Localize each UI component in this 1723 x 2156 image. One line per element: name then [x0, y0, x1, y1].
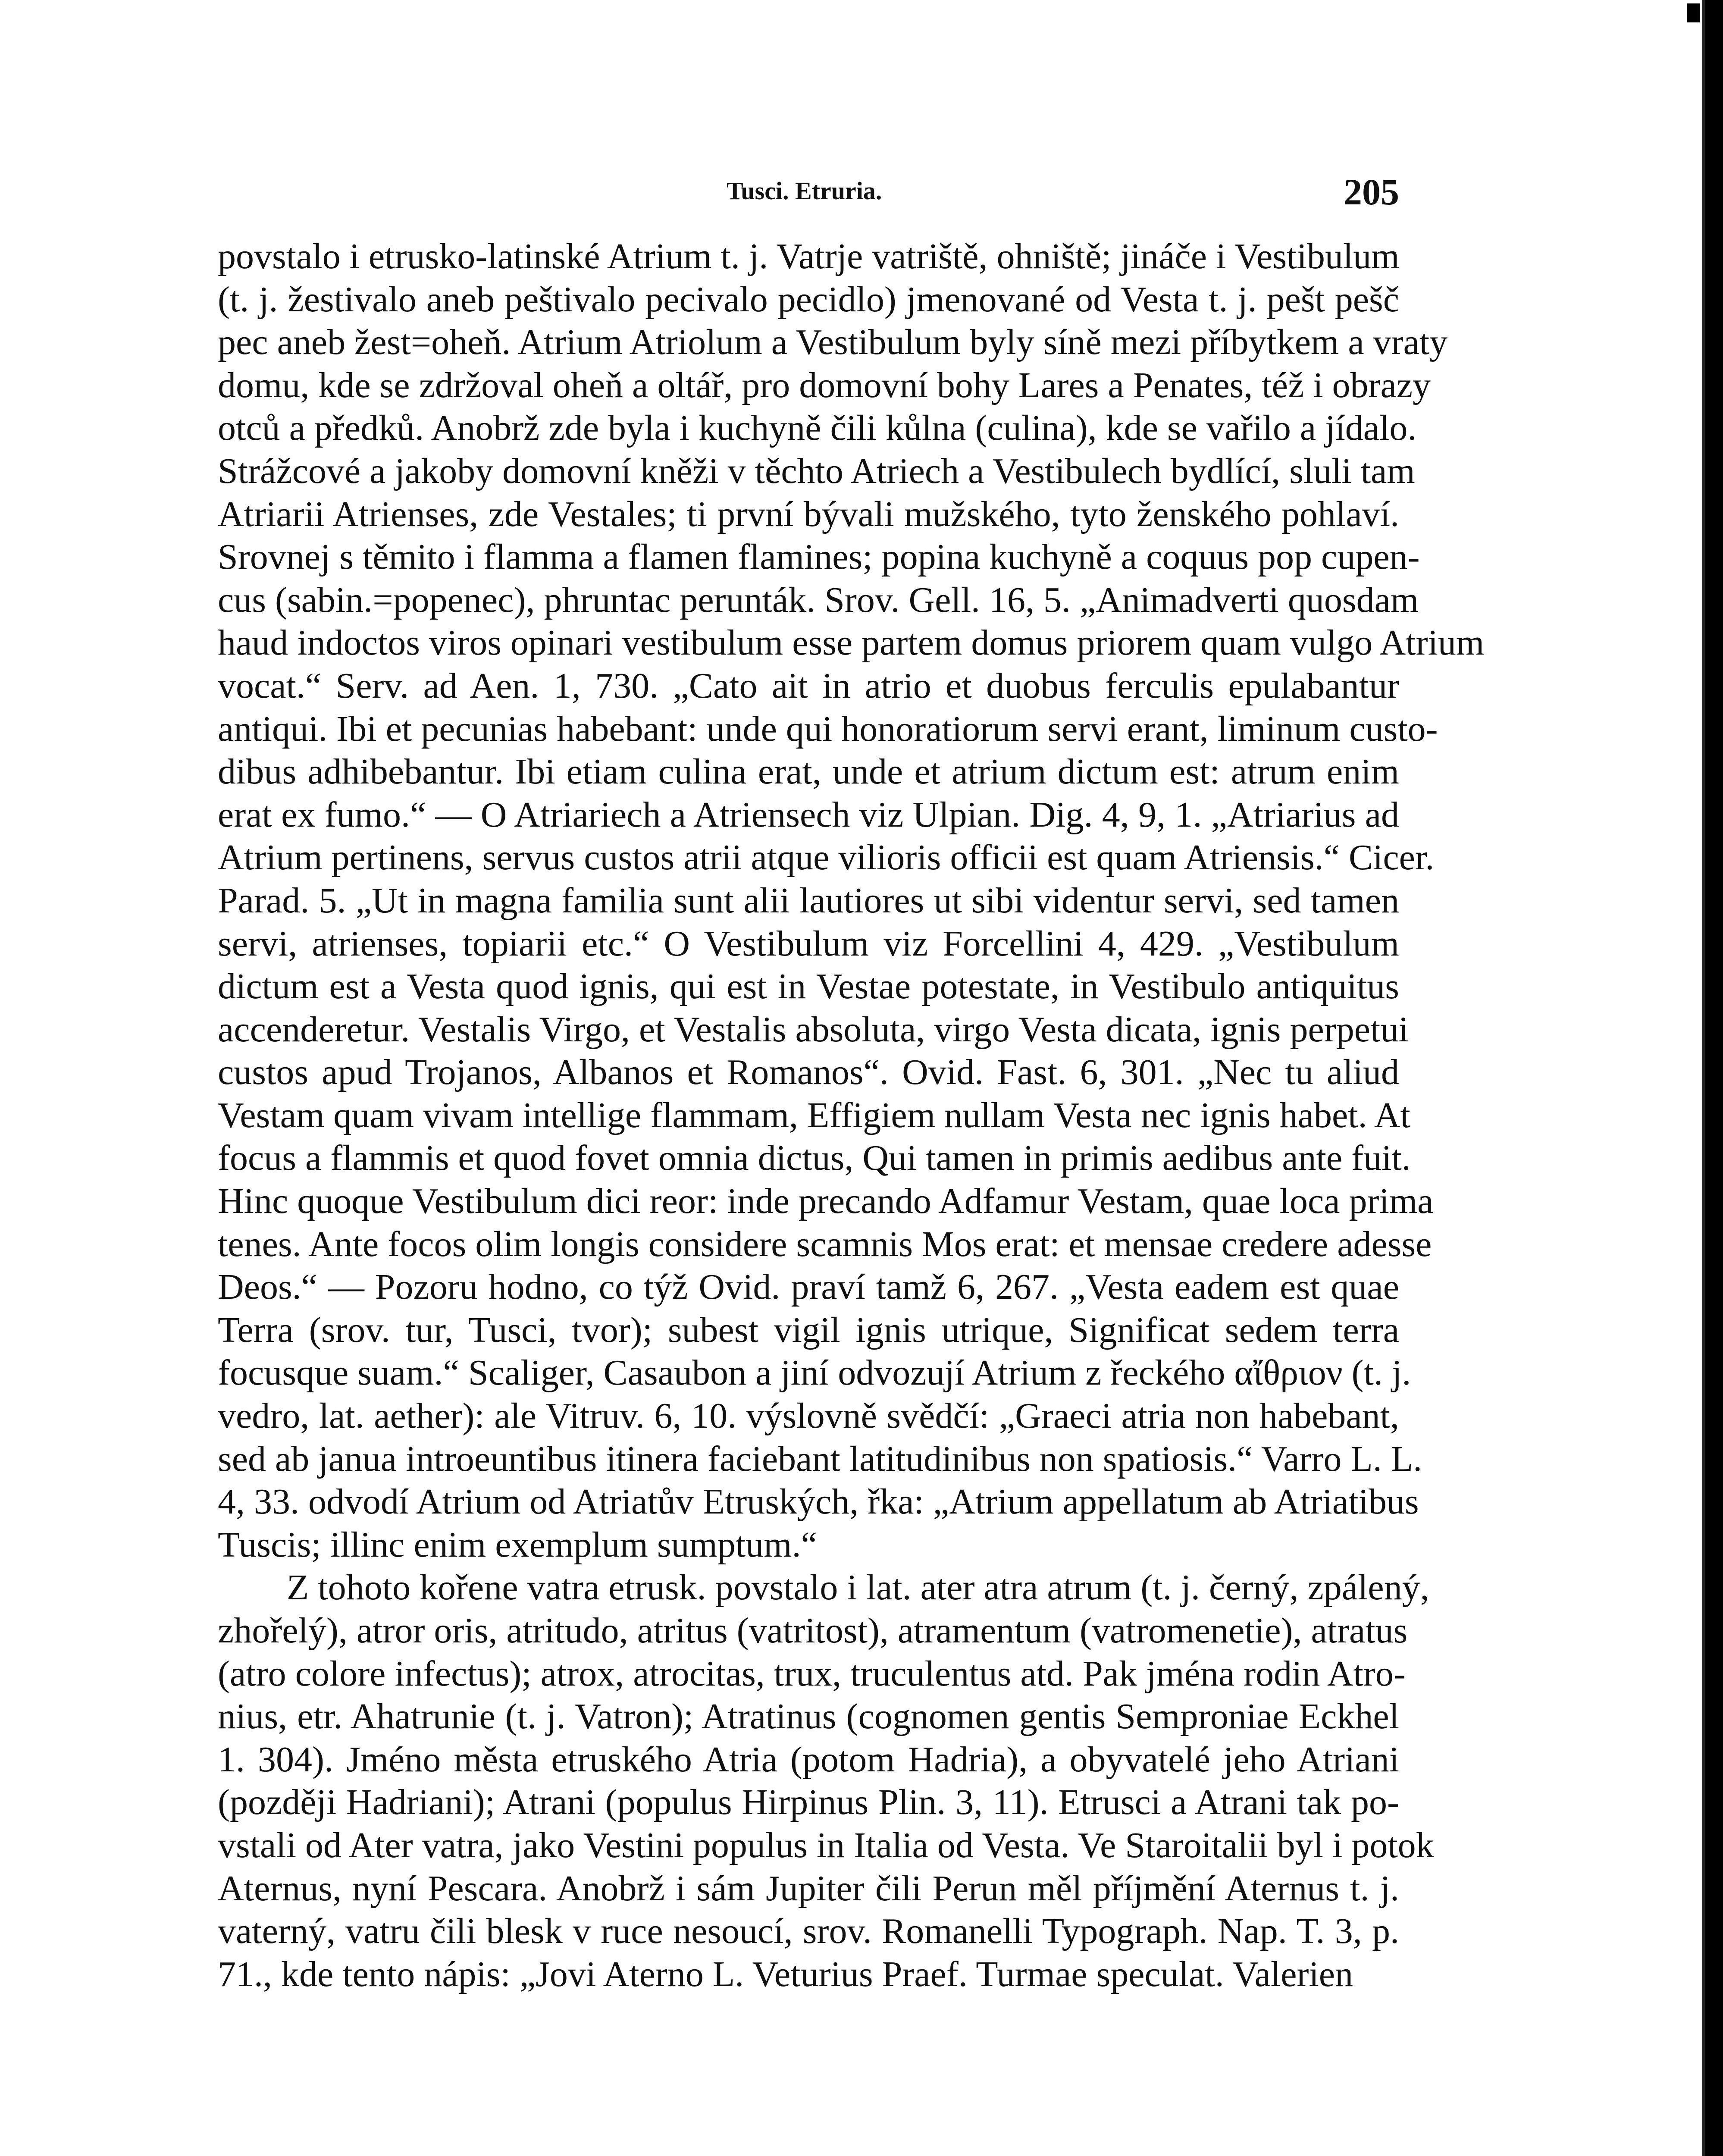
paragraph	[218, 235, 1485, 1566]
text-line: (později Hadriani); Atrani (populus Hirpinus Plin. 3, 11). Etrusci a Atrani tak po-	[218, 1782, 1399, 1823]
text-line: dictum est a Vesta quod ignis, qui est in Vestae potestate, in Vestibulo antiquitus	[218, 966, 1399, 1007]
text-line: povstalo i etrusko-latinské Atrium t. j. Vatrje vatriště, ohniště; jináče i Vestibulum	[218, 236, 1400, 276]
page-number: 205	[1344, 171, 1399, 213]
text-line: nius, etr. Ahatrunie (t. j. Vatron); Atratinus (cognomen gentis Semproniae Eckhel	[218, 1696, 1399, 1737]
text-line: tenes. Ante focos olim longis considere scamnis Mos erat: et mensae credere adesse	[218, 1224, 1432, 1264]
text-line: servi, atrienses, topiarii etc.“ O Vestibulum viz Forcellini 4, 429. „Vestibulum	[218, 923, 1399, 964]
text-line: 71., kde tento nápis: „Jovi Aterno L. Veturius Praef. Turmae speculat. Valerien	[218, 1954, 1353, 1994]
text-line: Strážcové a jakoby domovní kněži v těchto Atriech a Vestibulech bydlící, sluli tam	[218, 451, 1415, 491]
text-line: 1. 304). Jméno města etruského Atria (potom Hadria), a obyvatelé jeho Atriani	[218, 1739, 1399, 1780]
text-line: zhořelý), atror oris, atritudo, atritus (vatritost), atramentum (vatromenetie), atratus	[218, 1611, 1408, 1651]
text-line: cus (sabin.=popenec), phruntac perunták. Srov. Gell. 16, 5. „Animadverti quosdam	[218, 580, 1419, 620]
text-line: domu, kde se zdržoval oheň a oltář, pro domovní bohy Lares a Penates, též i obrazy	[218, 365, 1431, 405]
text-line: vstali od Ater vatra, jako Vestini populus in Italia od Vesta. Ve Staroitalii byl i potok	[218, 1825, 1434, 1865]
text-line: Atriarii Atrienses, zde Vestales; ti první bývali mužského, tyto ženského pohlaví.	[218, 494, 1399, 534]
text-line: Tuscis; illinc enim exemplum sumptum.“	[218, 1524, 817, 1565]
text-line: Terra (srov. tur, Tusci, tvor); subest vigil ignis utrique, Significat sedem terra	[218, 1310, 1399, 1350]
text-line: focus a flammis et quod fovet omnia dictus, Qui tamen in primis aedibus ante fuit.	[218, 1138, 1411, 1178]
text-line: dibus adhibebantur. Ibi etiam culina erat, unde et atrium dictum est: atrum enim	[218, 752, 1399, 792]
scan-corner-mark	[1687, 3, 1700, 22]
running-title: Tusci. Etruria.	[727, 177, 882, 205]
text-line: Srovnej s těmito i flamma a flamen flamines; popina kuchyně a coquus pop cupen-	[218, 537, 1420, 577]
text-line: otců a předků. Anobrž zde byla i kuchyně čili kůlna (culina), kde se vařilo a jídalo.	[218, 408, 1417, 448]
text-line: focusque suam.“ Scaliger, Casaubon a jiní odvozují Atrium z řeckého αἴθριον (t. j.	[218, 1353, 1411, 1393]
paragraph	[218, 1566, 1434, 1996]
page-body-text	[218, 235, 1485, 1996]
text-line: (t. j. žestivalo aneb peštivalo pecivalo pecidlo) jmenované od Vesta t. j. pešt pešč	[218, 279, 1399, 320]
text-line: Atrium pertinens, servus custos atrii atque vilioris officii est quam Atriensis.“ Cicer.	[218, 837, 1435, 878]
text-line: sed ab janua introeuntibus itinera faciebant latitudinibus non spatiosis.“ Varro L. L.	[218, 1438, 1422, 1479]
text-line: Deos.“ — Pozoru hodno, co týž Ovid. praví tamž 6, 267. „Vesta eadem est quae	[218, 1267, 1399, 1307]
text-line: accenderetur. Vestalis Virgo, et Vestalis absoluta, virgo Vesta dicata, ignis perpetui	[218, 1009, 1409, 1050]
text-line: pec aneb žest=oheň. Atrium Atriolum a Vestibulum byly síně mezi příbytkem a vraty	[218, 322, 1448, 363]
text-line: custos apud Trojanos, Albanos et Romanos“. Ovid. Fast. 6, 301. „Nec tu aliud	[218, 1052, 1399, 1093]
text-line: Vestam quam vivam intellige flammam, Effigiem nullam Vesta nec ignis habet. At	[218, 1095, 1410, 1135]
text-line: (atro colore infectus); atrox, atrocitas, trux, truculentus atd. Pak jména rodin Atro-	[218, 1653, 1406, 1694]
text-line: Hinc quoque Vestibulum dici reor: inde precando Adfamur Vestam, quae loca prima	[218, 1181, 1434, 1222]
text-line: Z tohoto kořene vatra etrusk. povstalo i lat. ater atra atrum (t. j. černý, zpálený,	[287, 1567, 1429, 1608]
text-line: Aternus, nyní Pescara. Anobrž i sám Jupiter čili Perun měl příjmění Aternus t. j.	[218, 1868, 1399, 1908]
page-header	[218, 170, 1399, 218]
text-line: vaterný, vatru čili blesk v ruce nesoucí, srov. Romanelli Typograph. Nap. T. 3, p.	[218, 1911, 1399, 1952]
text-line: erat ex fumo.“ — O Atriariech a Atriensech viz Ulpian. Dig. 4, 9, 1. „Atriarius ad	[218, 794, 1399, 835]
text-line: Parad. 5. „Ut in magna familia sunt alii lautiores ut sibi videntur servi, sed tamen	[218, 880, 1399, 921]
text-line: vedro, lat. aether): ale Vitruv. 6, 10. výslovně svědčí: „Graeci atria non habebant,	[218, 1396, 1399, 1436]
text-line: 4, 33. odvodí Atrium od Atriatův Etruských, řka: „Atrium appellatum ab Atriatibus	[218, 1482, 1419, 1522]
text-line: haud indoctos viros opinari vestibulum esse partem domus priorem quam vulgo Atrium	[218, 623, 1485, 663]
text-line: antiqui. Ibi et pecunias habebant: unde qui honoratiorum servi erant, liminum custo-	[218, 708, 1438, 749]
text-line: vocat.“ Serv. ad Aen. 1, 730. „Cato ait in atrio et duobus ferculis epulabantur	[218, 665, 1399, 706]
